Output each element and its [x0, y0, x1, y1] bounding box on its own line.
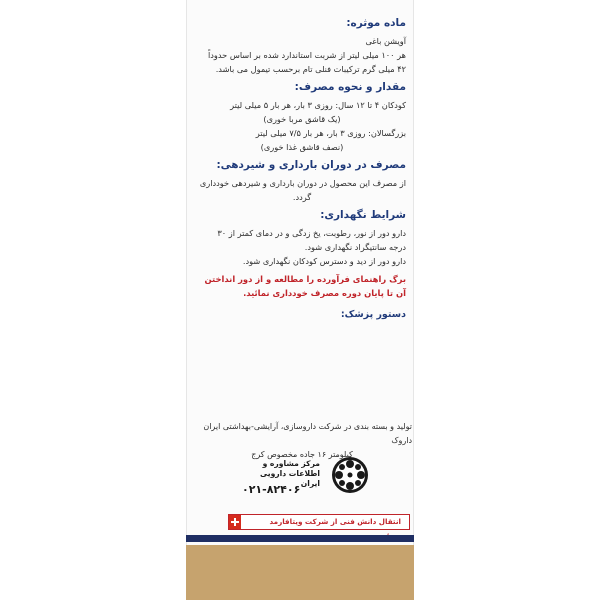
consult-center-line: مرکز مشاوره و	[262, 459, 320, 468]
dosage-line: (یک قاشق مربا خوری)	[263, 114, 341, 124]
film-reel-icon	[330, 455, 370, 495]
navy-stripe	[186, 535, 414, 542]
active-ingredient-line: آویشن باغی	[365, 36, 406, 46]
storage-line: دارو دور از دید و دسترس کودکان نگهداری شود.	[242, 256, 406, 266]
dosage-line: کودکان ۴ تا ۱۲ سال: روزی ۳ بار، هر بار ۵ میلی لیتر	[230, 100, 406, 110]
swiss-flag-icon	[229, 515, 241, 529]
manufacturer-address: کیلومتر ۱۶ جاده مخصوص کرج	[251, 450, 353, 459]
active-ingredient-heading: ماده موثره:	[346, 17, 406, 29]
gold-band	[186, 545, 414, 600]
consult-center-line: اطلاعات دارویی ایران	[260, 469, 320, 488]
active-ingredient-line: ۴۲ میلی گرم ترکیبات فنلی تام برحسب تیمول می باشد.	[215, 64, 406, 74]
doctor-prescription-label: دستور پزشک:	[340, 309, 406, 320]
manufacturer-line: تولید و بسته بندی در شرکت داروسازی، آرایشی-بهداشتی ایران داروک	[203, 422, 412, 445]
storage-line: دارو دور از نور، رطوبت، یخ زدگی و در دمای کمتر از ۳۰	[217, 228, 406, 238]
pregnancy-heading: مصرف در دوران بارداری و شیردهی:	[216, 159, 406, 171]
consult-center-logo	[240, 455, 370, 505]
dosage-heading: مقدار و نحوه مصرف:	[294, 81, 406, 93]
swiss-tech-transfer-badge	[228, 514, 410, 530]
consult-center-phone: ۰۲۱-۸۲۴۰۶	[242, 483, 301, 496]
leaflet-text	[198, 12, 406, 322]
storage-heading: شرایط نگهداری:	[320, 209, 406, 221]
swiss-badge-text: انتقال دانش فنی از شرکت ویتافارمد	[269, 517, 401, 526]
leaflet-warning: برگ راهنمای فرآورده را مطالعه و از دور انداختن آن تا پایان دوره مصرف خودداری نمائید.	[204, 274, 406, 298]
pregnancy-line: گردد.	[292, 192, 312, 202]
storage-line: درجه سانتیگراد نگهداری شود.	[304, 242, 406, 252]
pregnancy-line: از مصرف این محصول در دوران بارداری و شیردهی خودداری	[199, 178, 406, 188]
dosage-line: بزرگسالان: روزی ۳ بار، هر بار ۷/۵ میلی لیتر	[255, 128, 406, 138]
active-ingredient-line: هر ۱۰۰ میلی لیتر از شربت استاندارد شده بر اساس حدوداً	[207, 50, 406, 60]
dosage-line: (نصف قاشق غذا خوری)	[260, 142, 344, 152]
